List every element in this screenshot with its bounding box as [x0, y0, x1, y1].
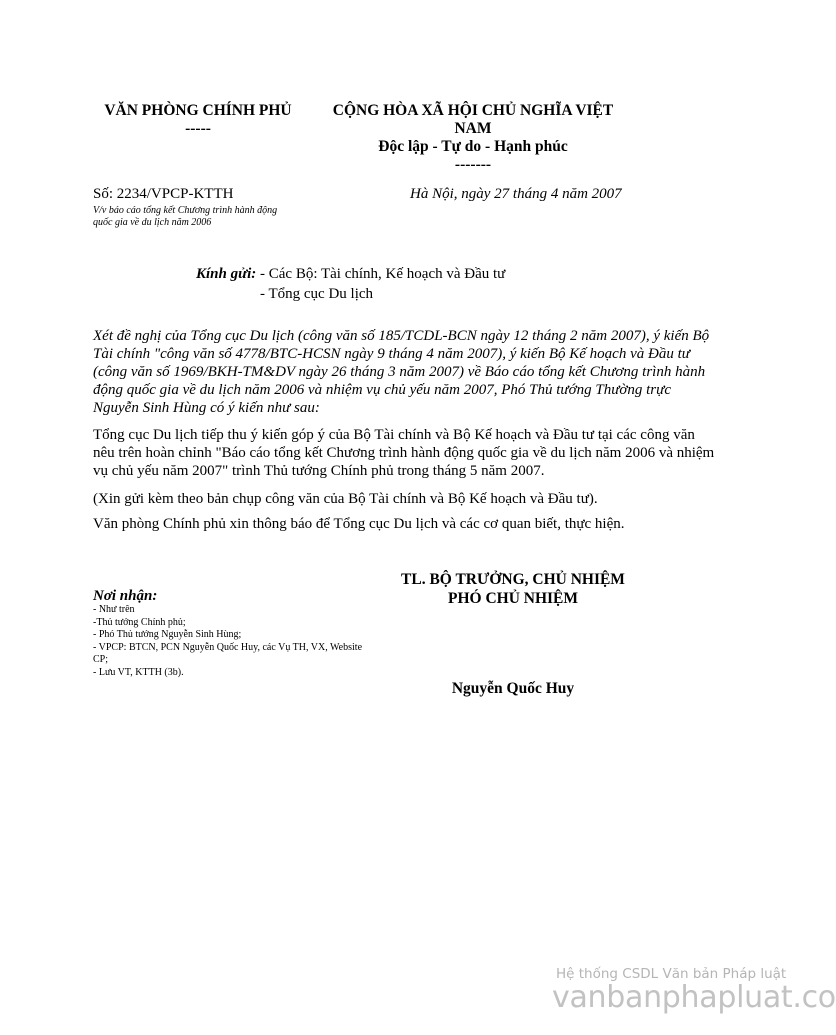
- watermark-caption: Hệ thống CSDL Văn bản Pháp luật: [556, 966, 787, 982]
- recipients-list-item: - VPCP: BTCN, PCN Nguyễn Quốc Huy, các Vụ TH, VX, Website CP;: [93, 641, 363, 665]
- country-name-line2: NAM: [454, 120, 492, 137]
- document-subject: [93, 205, 313, 229]
- recipient-line-1: - Các Bộ: Tài chính, Kế hoạch và Đầu tư: [260, 266, 506, 282]
- recipients-list-title: Nơi nhận:: [93, 588, 158, 604]
- recipient-line-2: - Tổng cục Du lịch: [260, 286, 374, 302]
- signature-title: [378, 570, 648, 608]
- country-name-line1: CỘNG HÒA XÃ HỘI CHỦ NGHĨA VIỆT: [332, 102, 614, 119]
- recipients-list-item: - Lưu VT, KTTH (3b).: [93, 666, 184, 678]
- subject-line-2: quốc gia về du lịch năm 2006: [93, 217, 212, 228]
- recipients-block: [196, 264, 505, 304]
- signer-name: Nguyễn Quốc Huy: [451, 680, 575, 697]
- document-number: Số: 2234/VPCP-KTTH: [93, 186, 234, 202]
- body-paragraph-3: (Xin gửi kèm theo bản chụp công văn của Bộ Tài chính và Bộ Kế hoạch và Đầu tư).: [93, 491, 598, 507]
- signature-title-line1: TL. BỘ TRƯỞNG, CHỦ NHIỆM: [401, 571, 625, 588]
- body-paragraph-4: Văn phòng Chính phủ xin thông báo để Tổng cục Du lịch và các cơ quan biết, thực hiện.: [93, 516, 625, 532]
- recipients-list-item: -Thủ tướng Chính phủ;: [93, 616, 186, 628]
- signature-title-line2: PHÓ CHỦ NHIỆM: [447, 590, 579, 607]
- place-and-date: Hà Nội, ngày 27 tháng 4 năm 2007: [410, 186, 622, 202]
- recipients-list-item: - Như trên: [93, 604, 135, 615]
- body-paragraph-2: Tổng cục Du lịch tiếp thu ý kiến góp ý của Bộ Tài chính và Bộ Kế hoạch và Đầu tư tại các công văn nêu trên hoàn chỉnh "Báo cáo tổng kết Chương trình hành động quốc gia về du lịch năm 2006 và nhiệm vụ chủ yếu năm 2007" trình Thủ tướng Chính phủ trong tháng 5 năm 2007.: [93, 427, 715, 479]
- motto-rule: -------: [454, 156, 492, 173]
- agency-name: VĂN PHÒNG CHÍNH PHỦ: [104, 102, 292, 119]
- national-motto: Độc lập - Tự do - Hạnh phúc: [378, 138, 568, 155]
- body-paragraph-1: Xét đề nghị của Tổng cục Du lịch (công văn số 185/TCDL-BCN ngày 12 tháng 2 năm 2007), ý kiến Bộ Tài chính "công văn số 4778/BTC-HCSN ngày 9 tháng 4 năm 2007), ý kiến Bộ Kế hoạch và Đầu tư (công văn số 1969/BKH-TM&DV ngày 26 tháng 3 năm 2007) về Báo cáo tổng kết Chương trình hành động quốc gia về du lịch năm 2006 và nhiệm vụ chủ yếu năm 2007, Phó Thủ tướng Thường trực Nguyễn Sinh Hùng có ý kiến như sau:: [93, 328, 710, 416]
- recipients-list: [93, 604, 363, 679]
- national-header-block: [318, 102, 628, 174]
- recipients-list-item: - Phó Thủ tướng Nguyễn Sinh Hùng;: [93, 629, 242, 640]
- issuing-agency-block: [93, 102, 303, 138]
- watermark-site: vanbanphapluat.co: [552, 980, 836, 1015]
- agency-rule: -----: [185, 120, 211, 137]
- subject-line-1: V/v báo cáo tổng kết Chương trình hành động: [93, 205, 278, 216]
- recipients-label: Kính gửi:: [196, 266, 257, 282]
